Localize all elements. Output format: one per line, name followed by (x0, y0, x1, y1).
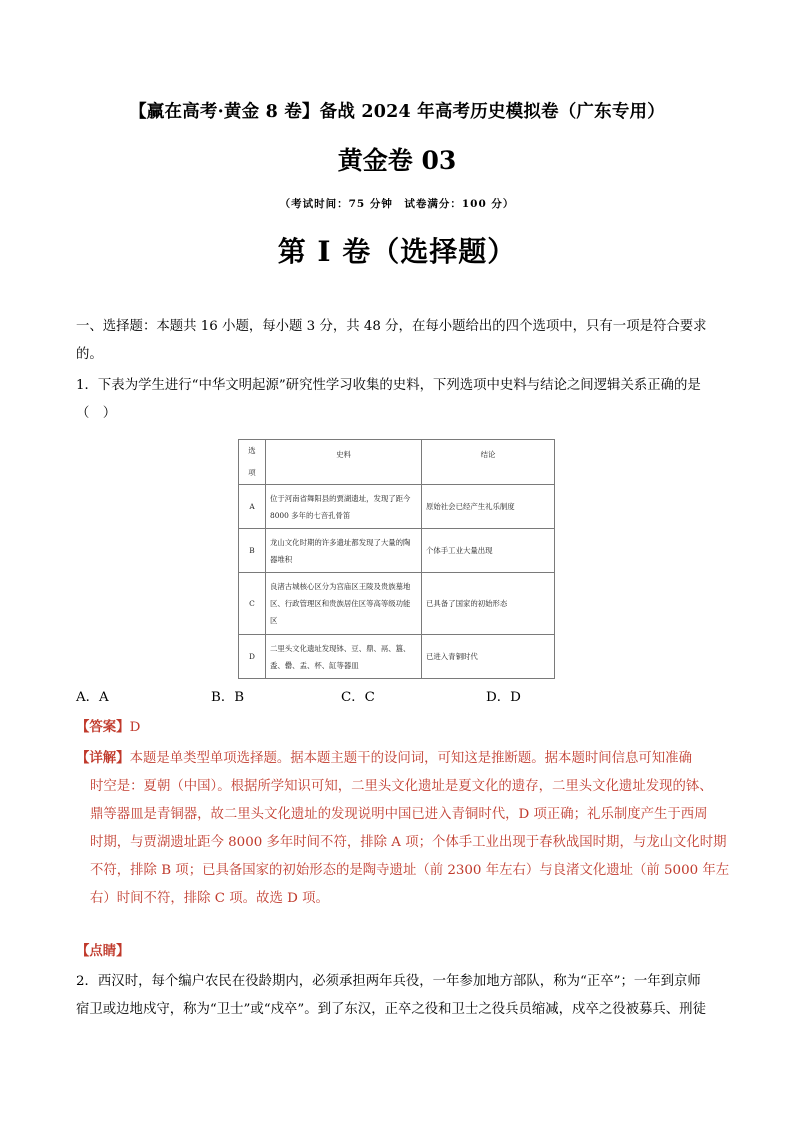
instructions-line: 一、选择题：本题共 16 小题，每小题 3 分，共 48 分，在每小题给出的四个选项中，只有一项是符合要求 (76, 319, 707, 334)
table-cell-option: A (239, 485, 266, 529)
choice-b[interactable]: B．B (211, 690, 245, 705)
choice-d[interactable]: D．D (486, 690, 521, 705)
explanation-line: 时空是：夏朝（中国）。根据所学知识可知，二里头文化遗址是夏文化的遗存，二里头文化遗址发现的钵、 (90, 779, 713, 794)
question-stem-line: 1．下表为学生进行“中华文明起源”研究性学习收集的史料，下列选项中史料与结论之间逻辑关系正确的是 (76, 378, 701, 393)
choice-a[interactable]: A．A (76, 690, 109, 705)
section-instructions (76, 313, 728, 369)
table-header-option-line: 项 (248, 468, 256, 477)
explanation-line: 右）时间不符，排除 C 项。故选 D 项。 (90, 891, 329, 906)
question-stem-line: 2．西汉时，每个编户农民在役龄期内，必须承担两年兵役，一年参加地方部队，称为“正卒”；一年到京师 (76, 974, 701, 989)
instructions-line: 的。 (76, 347, 103, 362)
table-cell-option: C (239, 573, 266, 635)
table-cell-source: 位于河南省舞阳县的贾湖遗址，发现了距今 8000 多年的七音孔骨笛 (266, 485, 422, 529)
question-1-stem (76, 372, 728, 428)
question-stem-line: 宿卫或边地戍守，称为“卫士”或“戍卒”。到了东汉，正卒之役和卫士之役兵员缩减，戍卒之役被募兵、刑徒 (76, 1002, 706, 1017)
explanation-label: 【详解】 (76, 750, 130, 766)
table-cell-conclusion: 个体手工业大量出现 (422, 529, 555, 573)
explanation-line: 时期，与贾湖遗址距今 8000 多年时间不符，排除 A 项；个体手工业出现于春秋战国时期，与龙山文化时期 (90, 835, 727, 850)
table-header-row (239, 440, 555, 485)
document-title: 【赢在高考·黄金 8 卷】备战 2024 年高考历史模拟卷（广东专用） (129, 102, 665, 122)
table-cell-source: 良渚古城核心区分为宫庙区王陵及贵族墓地区、行政管理区和贵族居住区等高等级功能区 (266, 573, 422, 635)
table-header-conclusion: 结论 (422, 440, 555, 485)
document-subtitle: 黄金卷 03 (337, 146, 457, 175)
table-row (239, 485, 555, 529)
pointer-label: 【点睛】 (76, 943, 130, 959)
table-header-option-line: 选 (248, 446, 256, 455)
choice-c[interactable]: C．C (341, 690, 375, 705)
explanation-line: 不符，排除 B 项；已具备国家的初始形态的是陶寺遗址（前 2300 年左右）与良渚文化遗址（前 5000 年左 (90, 863, 730, 878)
answer-label: 【答案】 (76, 719, 130, 735)
table-cell-source: 二里头文化遗址发现钵、豆、鼎、鬲、簋、盉、罍、盂、杯、缸等器皿 (266, 635, 422, 679)
table-row (239, 635, 555, 679)
table-row (239, 573, 555, 635)
explanation-line: 鼎等器皿是青铜器，故二里头文化遗址的发现说明中国已进入青铜时代，D 项正确；礼乐制度产生于西周 (90, 807, 708, 822)
table-cell-option: D (239, 635, 266, 679)
answer-line (76, 716, 140, 735)
table-cell-source: 龙山文化时期的许多遗址都发现了大量的陶器堆积 (266, 529, 422, 573)
table-header-source: 史料 (266, 440, 422, 485)
table-row (239, 529, 555, 573)
table-cell-conclusion: 原始社会已经产生礼乐制度 (422, 485, 555, 529)
explanation-line: 本题是单类型单项选择题。据本题主题干的设问词，可知这是推断题。据本题时间信息可知准确 (129, 751, 692, 766)
answer-value: D (129, 720, 141, 735)
question-stem-line: （ ） (76, 406, 117, 421)
source-conclusion-table (238, 439, 555, 679)
table-cell-option: B (239, 529, 266, 573)
table-header-option (239, 440, 266, 485)
section-title: 第 I 卷（选择题） (277, 235, 517, 268)
question-2-stem (76, 968, 736, 1024)
explanation (76, 744, 736, 913)
exam-info: （考试时间：75 分钟 试卷满分：100 分） (279, 198, 515, 210)
table-cell-conclusion: 已进入青铜时代 (422, 635, 555, 679)
table-cell-conclusion: 已具备了国家的初始形态 (422, 573, 555, 635)
